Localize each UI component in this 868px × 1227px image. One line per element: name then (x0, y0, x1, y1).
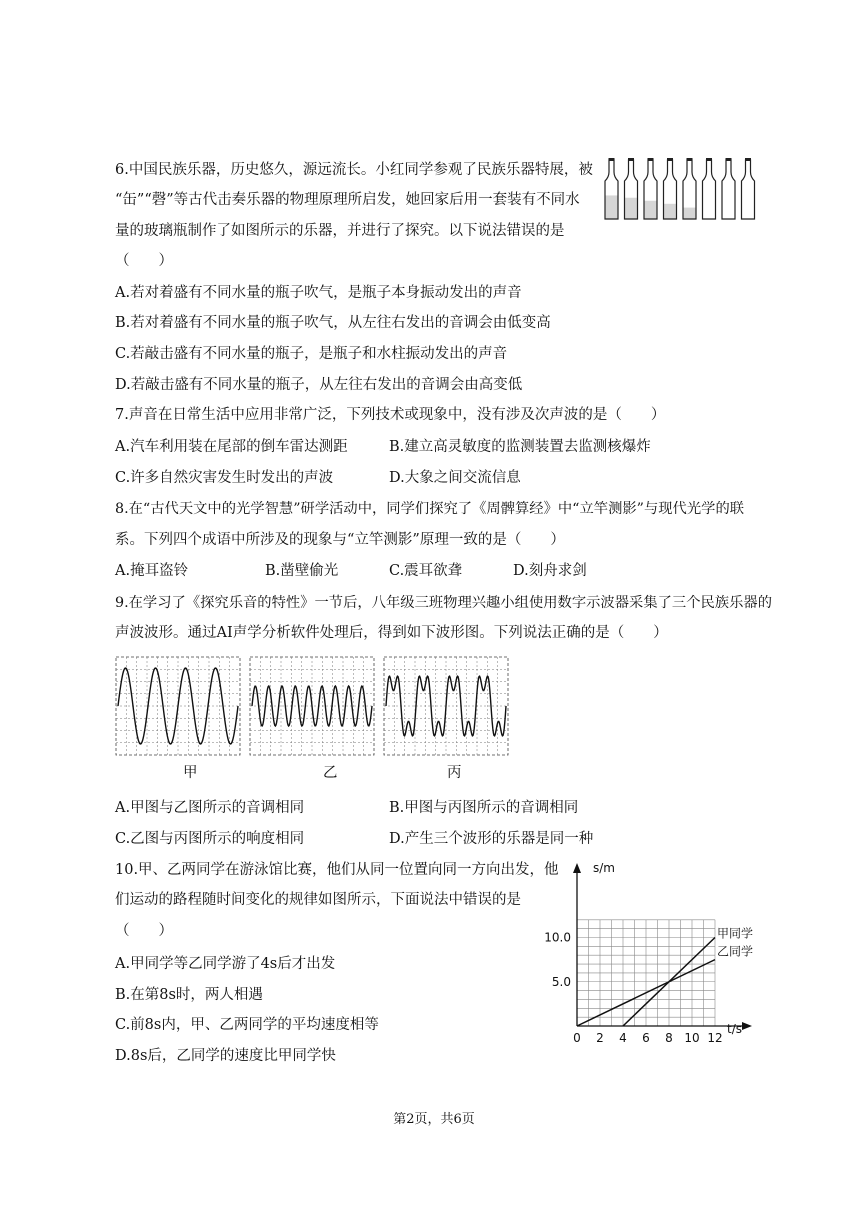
y-tick-label: 10.0 (544, 930, 571, 945)
y-tick-label: 5.0 (551, 974, 571, 989)
wave-label-yi: 乙 (323, 765, 338, 781)
bottle-cap (687, 158, 693, 161)
q9-option-c: C.乙图与丙图所示的响度相同 (115, 831, 305, 847)
q10-stem-line-1: 10.甲、乙两同学在游泳馆比赛，他们从同一位置向同一方向出发，他 (115, 862, 559, 878)
q8-stem-line-1: 8.在“古代天文中的光学智慧”研学活动中，同学们探究了《周髀算经》中“立竿测影”与现代光学的联 (115, 501, 745, 517)
q10-answer-blank: （ ） (115, 923, 173, 939)
waveform-panel-2 (250, 657, 374, 755)
q7-option-d: D.大象之间交流信息 (389, 470, 521, 486)
x-tick-label: 6 (642, 1031, 650, 1045)
bottle-cap (726, 158, 732, 161)
q9-option-a: A.甲图与乙图所示的音调相同 (115, 800, 305, 816)
bottle-water (684, 208, 696, 219)
bottle-2 (625, 158, 638, 219)
y-axis-arrow (573, 863, 581, 873)
wave-label-jia: 甲 (183, 765, 198, 781)
q8-option-c: C.震耳欲聋 (389, 563, 463, 579)
q10-option-a: A.甲同学等乙同学游了4s后才出发 (115, 956, 336, 972)
x-tick-label: 10 (684, 1031, 700, 1045)
bottle-cap (667, 158, 673, 161)
bottle-water (606, 195, 618, 219)
bottle-outline (703, 160, 716, 219)
q10-stem-line-2: 们运动的路程随时间变化的规律如图所示，下面说法中错误的是 (115, 892, 521, 908)
bottle-3 (644, 158, 657, 219)
q9-option-b: B.甲图与丙图所示的音调相同 (389, 800, 579, 816)
bottle-7 (722, 158, 735, 219)
bottle-1 (605, 158, 618, 219)
bottle-6 (703, 158, 716, 219)
wave-label-bing: 丙 (447, 765, 462, 781)
q10-option-c: C.前8s内，甲、乙两同学的平均速度相等 (115, 1017, 379, 1033)
q9-option-d: D.产生三个波形的乐器是同一种 (389, 831, 594, 847)
q8-option-d: D.刻舟求剑 (513, 563, 587, 579)
waveform-panel-1 (116, 657, 240, 755)
q6-option-d: D.若敲击盛有不同水量的瓶子，从左往右发出的音调会由高变低 (115, 377, 523, 393)
bottle-8 (742, 158, 755, 219)
q7-option-c: C.许多自然灾害发生时发出的声波 (115, 470, 334, 486)
bottle-outline (722, 160, 735, 219)
q6-option-b: B.若对着盛有不同水量的瓶子吹气，从左往右发出的音调会由低变高 (115, 315, 551, 331)
x-tick-label: 4 (619, 1031, 627, 1045)
x-tick-label: 2 (596, 1031, 604, 1045)
x-axis-arrow (742, 1022, 752, 1030)
bottle-outline (742, 160, 755, 219)
x-tick-label: 8 (665, 1031, 673, 1045)
q6-stem-line-3: 量的玻璃瓶制作了如图所示的乐器，并进行了探究。以下说法错误的是 (115, 223, 565, 239)
bottle-cap (628, 158, 634, 161)
x-tick-label: 0 (573, 1031, 581, 1045)
q7-option-a: A.汽车利用装在尾部的倒车雷达测距 (115, 439, 348, 455)
chart-grid (577, 920, 715, 1026)
series-label-2: 乙同学 (717, 944, 754, 959)
q9-stem-line-2: 声波波形。通过AI声学分析软件处理后，得到如下波形图。下列说法正确的是（ ） (115, 625, 668, 641)
q10-option-d: D.8s后，乙同学的速度比甲同学快 (115, 1048, 336, 1064)
q6-stem-line-1: 6.中国民族乐器，历史悠久，源远流长。小红同学参观了民族乐器特展，被 (115, 162, 593, 178)
q8-stem-line-2: 系。下列四个成语中所涉及的现象与“立竿测影”原理一致的是（ ） (115, 532, 565, 548)
q7-stem: 7.声音在日常生活中应用非常广泛，下列技术或现象中，没有涉及次声波的是（ ） (115, 407, 666, 423)
q9-stem-line-1: 9.在学习了《探究乐音的特性》一节后，八年级三班物理兴趣小组使用数字示波器采集了三个民族乐器的 (115, 595, 772, 611)
q10-option-b: B.在第8s时，两人相遇 (115, 987, 263, 1003)
q8-option-a: A.掩耳盗铃 (115, 563, 189, 579)
q6-stem-line-2: “缶”“磬”等古代击奏乐器的物理原理所启发，她回家后用一套装有不同水 (115, 192, 580, 208)
distance-time-chart (540, 856, 760, 1046)
page-footer: 第2页，共6页 (393, 1112, 475, 1127)
bottles-figure (600, 158, 758, 222)
bottle-water (625, 198, 637, 219)
bottle-water (645, 201, 657, 219)
waveform-panel-3 (384, 657, 508, 755)
bottle-cap (745, 158, 751, 161)
series-label-1: 甲同学 (717, 926, 754, 941)
bottle-water (664, 204, 676, 219)
q7-option-b: B.建立高灵敏度的监测装置去监测核爆炸 (389, 439, 651, 455)
bottle-4 (664, 158, 677, 219)
q6-answer-blank: （ ） (115, 253, 173, 269)
x-tick-label: 12 (707, 1031, 723, 1045)
bottle-cap (648, 158, 654, 161)
bottle-cap (609, 158, 615, 161)
bottle-cap (706, 158, 712, 161)
y-axis-label: s/m (593, 861, 615, 875)
q8-option-b: B.凿壁偷光 (265, 563, 339, 579)
x-axis-label: t/s (727, 1022, 742, 1036)
q6-option-c: C.若敲击盛有不同水量的瓶子，是瓶子和水柱振动发出的声音 (115, 346, 508, 362)
q6-option-a: A.若对着盛有不同水量的瓶子吹气，是瓶子本身振动发出的声音 (115, 285, 522, 301)
bottle-5 (683, 158, 696, 219)
